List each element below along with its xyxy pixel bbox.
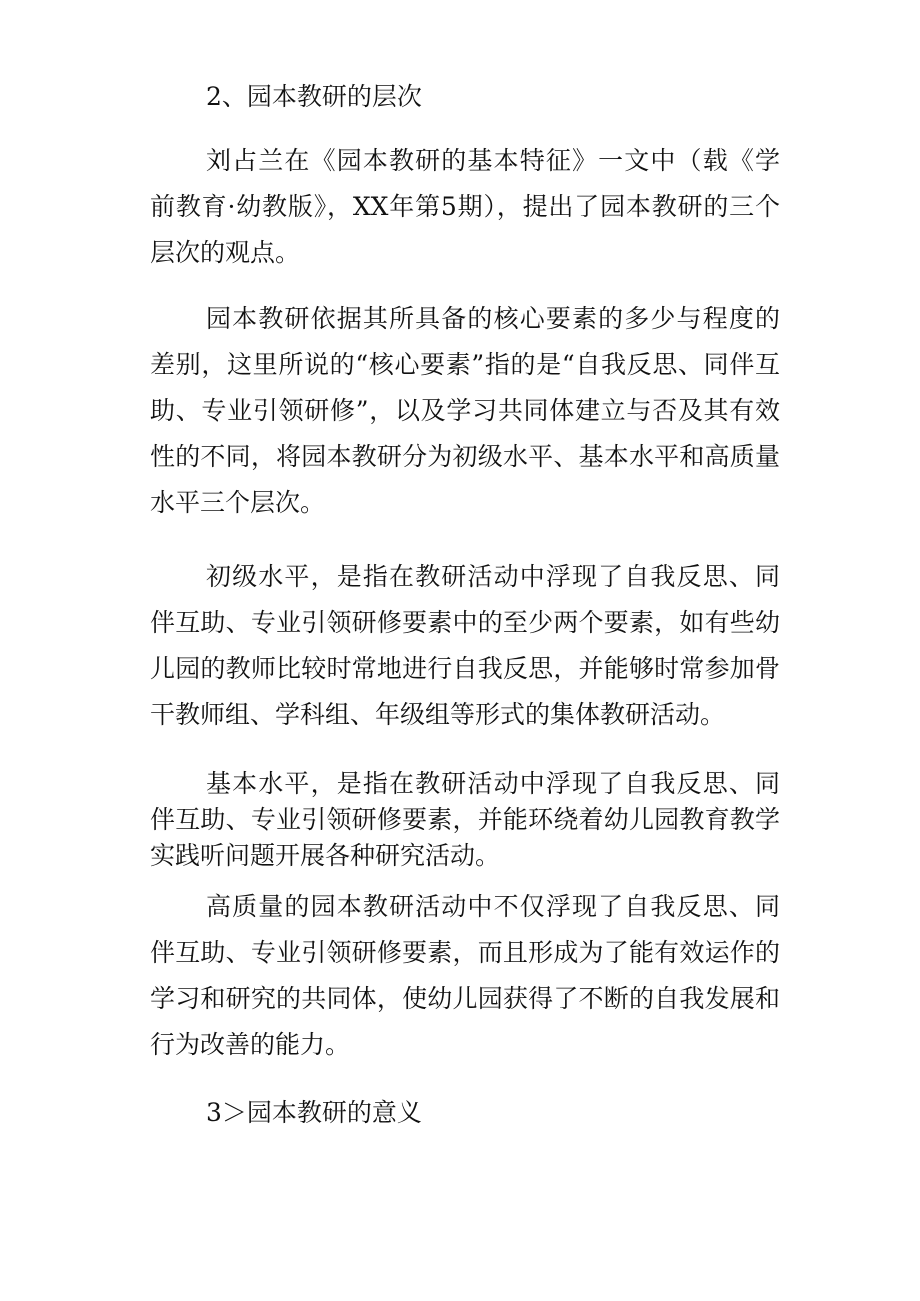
paragraph-2: 园本教研依据其所具备的核心要素的多少与程度的差别，这里所说的“核心要素”指的是“自我反思、同伴互助、专业引领研修”，以及学习共同体建立与否及其有效性的不同，将园本教研分为初级水平、基本水平和高质量水平三个层次。: [150, 304, 780, 517]
paragraph-1: 刘占兰在《园本教研的基本特征》一文中（载《学前教育·幼教版》，XX年第5期），提出了园本教研的三个层次的观点。: [150, 146, 780, 267]
paragraph-3: 初级水平，是指在教研活动中浮现了自我反思、同伴互助、专业引领研修要素中的至少两个要素，如有些幼儿园的教师比较时常地进行自我反思，并能够时常参加骨干教师组、学科组、年级组等形式的集体教研活动。: [150, 562, 780, 729]
paragraph-5: 高质量的园本教研活动中不仅浮现了自我反思、同伴互助、专业引领研修要素，而且形成为了能有效运作的学习和研究的共同体，使幼儿园获得了不断的自我发展和行为改善的能力。: [150, 892, 780, 1059]
section-heading-2: 2、园本教研的层次: [206, 82, 422, 111]
paragraph-4: 基本水平，是指在教研活动中浮现了自我反思、同伴互助、专业引领研修要素，并能环绕着幼儿园教育教学实践听问题开展各种研究活动。: [150, 769, 780, 870]
section-heading-3: 3＞园本教研的意义: [206, 1098, 422, 1127]
